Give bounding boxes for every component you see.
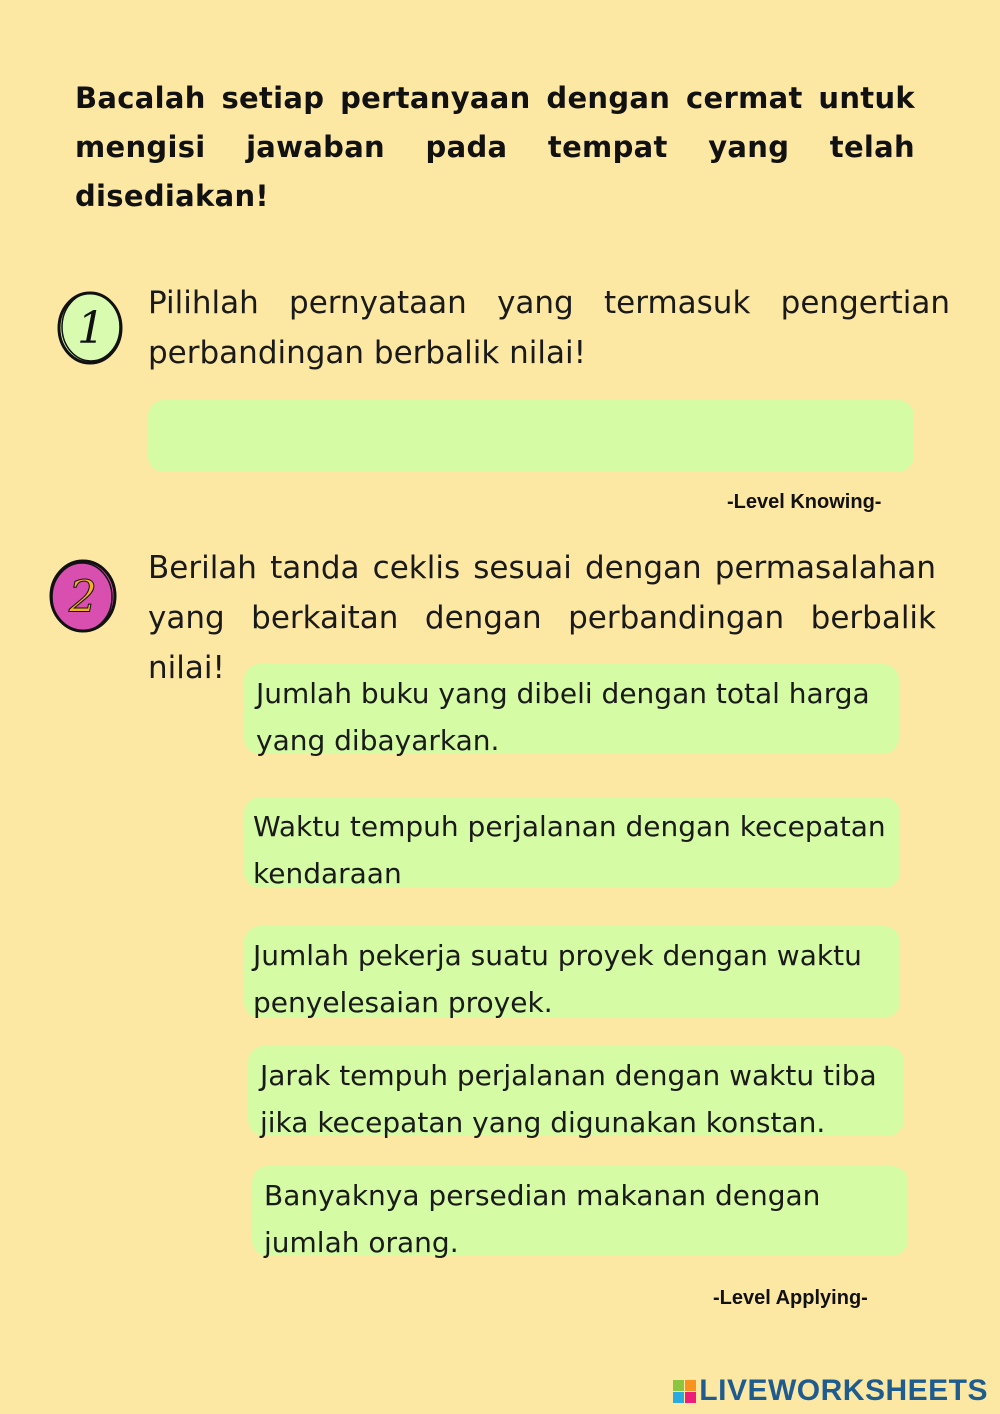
question-2-text: Berilah tanda ceklis sesuai dengan permasalahan yang berkaitan dengan perbandingan berbalik nilai! bbox=[148, 550, 936, 686]
question-1-text: Pilihlah pernyataan yang termasuk pengertian perbandingan berbalik nilai! bbox=[148, 285, 950, 371]
number-1-badge-icon bbox=[55, 288, 125, 366]
question-1-number: 1 bbox=[77, 303, 105, 354]
option-5-button[interactable]: Banyaknya persedian makanan dengan jumlah orang. bbox=[252, 1166, 908, 1256]
liveworksheets-logo-icon bbox=[673, 1380, 696, 1403]
instructions-text: Bacalah setiap pertanyaan dengan cermat untuk mengisi jawaban pada tempat yang telah disediakan! bbox=[75, 81, 915, 213]
question-2-number: 2 bbox=[69, 572, 97, 623]
option-3-button[interactable]: Jumlah pekerja suatu proyek dengan waktu penyelesaian proyek. bbox=[244, 926, 900, 1018]
brand-label: LIVEWORKSHEETS bbox=[699, 1374, 988, 1407]
number-2-badge-icon bbox=[47, 556, 117, 634]
level-applying-label: -Level Applying- bbox=[713, 1287, 868, 1309]
liveworksheets-brand bbox=[673, 1374, 988, 1408]
option-4-button[interactable]: Jarak tempuh perjalanan dengan waktu tiba jika kecepatan yang digunakan konstan. bbox=[248, 1046, 904, 1136]
level-knowing-label: -Level Knowing- bbox=[727, 491, 882, 513]
option-2-button[interactable]: Waktu tempuh perjalanan dengan kecepatan kendaraan bbox=[244, 797, 900, 888]
option-1-button[interactable]: Jumlah buku yang dibeli dengan total harga yang dibayarkan. bbox=[244, 664, 899, 754]
question-1-answer-field[interactable] bbox=[148, 400, 914, 472]
